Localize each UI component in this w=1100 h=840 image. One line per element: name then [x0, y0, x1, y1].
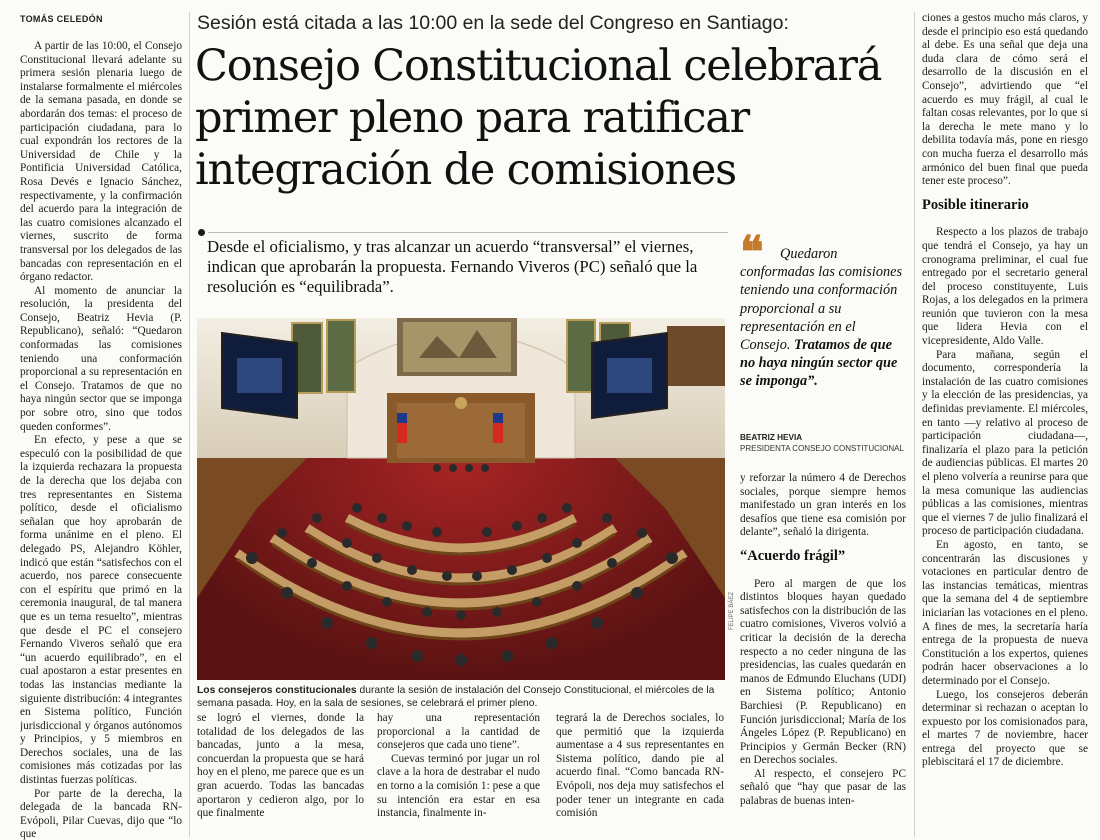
- paragraph: En agosto, en tanto, se concentrarán las discusiones y votaciones en particular dentro de las instancias temáticas, mientras que la semana del 4 de septiembre iniciarían las votaciones en el pleno. A fines de mes, la secretaría haría entrega de la propuesta de nueva Constitución a los expertos, quienes podrán hacer observaciones a lo determinado por el Consejo.: [922, 538, 1088, 687]
- chamber-illustration: [197, 318, 725, 680]
- paragraph: se logró el viernes, donde la totalidad de los delegados de las bancadas, junto a la mesa, concuerdan la propuesta que se hará hoy en el pleno, me parece que es un gran acuerdo. Todas las bancadas aportaron y cedieron algo, por lo que finalmente: [197, 712, 364, 820]
- column-divider: [189, 12, 190, 837]
- headline-line: integración de comisiones: [195, 145, 737, 195]
- paragraph: Cuevas terminó por jugar un rol clave a la hora de destrabar el nudo en torno a la comisión 1: pese a que su intención era estar en esa instancia, finalmente in-: [377, 752, 540, 820]
- paragraph: tegrará la de Derechos sociales, lo que permitió que la izquierda aumentase a 4 sus representantes en Sistema político, dando pie al acuerdo final. “Como bancada RN-Evópoli, nos deja muy satisfechos el poder tener un integrante en cada comisión: [556, 712, 724, 820]
- paragraph: Pero al margen de que los distintos bloques hayan quedado satisfechos con la distribución de las cuatro comisiones, Viveros volvió a criticar la decisión de la derecha respecto a no ceder ninguna de las presidencias, las cuales quedarán en manos de Edmundo Eluchans (UDI) en Sistema político; Antonio Barchiesi (P. Republicano) en Función jurisdiccional; María de los Ángeles López (P. Republicano) en Principios y Germán Becker (RN) en Derechos sociales.: [740, 577, 906, 767]
- paragraph: En efecto, y pese a que se especuló con la posibilidad de que la izquierda rechazara la propuesta de la derecha que los dejaba con tres representantes en Sistema político, desde el oficialismo señalan que hoy aprobarán de forma unánime en el pleno. El delegado PS, Alejandro Köhler, indicó que están “satisfechos con el acuerdo, nos parece consecuente con el espíritu que primó en la ceremonia inaugural, de tal manera que es un tema resuelto”, mientras que desde el PC el consejero Fernando Viveros señaló que era “un acuerdo equilibrado”, en el cual apostaron a estar presentes en todas las instancias mediante la siguiente distribución: 4 integrantes en Sistema político, Función jurisdiccional y órganos autónomos y Principios, y 5 miembros en Derechos sociales, una de las comisiones más cotizadas por las distintas fuerzas políticas.: [20, 434, 182, 787]
- quote-text: Quedaron conformadas las comisiones teniendo una conformación proporcional a su representación en el Consejo.: [740, 246, 903, 354]
- article-column-2: [197, 712, 364, 838]
- kicker: Sesión está citada a las 10:00 en la sede del Congreso en Santiago:: [197, 12, 789, 34]
- paragraph: ciones a gestos mucho más claros, y desde el principio eso está quedando al debe. Es una señal que deja una duda clara de cómo será el desarrollo de la discusión en el Consejo”, advirtiendo que “el acuerdo es muy frágil, al cual le faltan cosas relevantes, por lo que si la derecha le mete mano y lo debilita todavía más, pone en riesgo con mucha fuerza el desarrollo más armónico del buen final que pueda tener este proceso”.: [922, 12, 1088, 188]
- article-column-3: [377, 712, 540, 838]
- article-column-6: [922, 12, 1088, 838]
- bullet-dot: [198, 229, 205, 236]
- byline: TOMÁS CELEDÓN: [20, 14, 103, 24]
- subheading: “Acuerdo frágil”: [740, 547, 846, 564]
- paragraph: Al respecto, el consejero PC señaló que “hay que pasar de las palabras de buenas inten-: [740, 767, 906, 808]
- article-column-4: [556, 712, 724, 838]
- paragraph: y reforzar la número 4 de Derechos sociales, porque siempre hemos manifestado un gran interés en los desafíos que tiene esa comisión por delante”, señaló la dirigenta.: [740, 472, 906, 539]
- paragraph: hay una representación proporcional a la cantidad de consejeros que cada uno tiene”.: [377, 712, 540, 752]
- headline-line: primer pleno para ratificar: [195, 93, 750, 143]
- quote-mark-icon: ❝: [740, 227, 760, 278]
- quote-author-role: PRESIDENTA CONSEJO CONSTITUCIONAL: [740, 444, 904, 453]
- article-column-5: [740, 472, 906, 838]
- paragraph: Respecto a los plazos de trabajo que tendrá el Consejo, ya hay un cronograma preliminar, el cual fue entregado por el secretario general del proceso constituyente, Luis Rojas, a los delegados en la primera reunión que tuvieron con la mesa que lidera Hevia con el vicepresidente, Aldo Valle.: [922, 226, 1088, 348]
- paragraph: Para mañana, según el documento, correspondería la instalación de las cuatro comisiones y la elección de las presidencias, ya definidas previamente. El miércoles, en tanto —y relativo al proceso de participación ciudadana—, finalizaría el plazo para la petición de audiencias públicas. El martes 20 el pleno volvería a reunirse para que la mesa comunique las audiencias públicas a las comisiones, mientras que el viernes 7 de julio finalizará el proceso de participación ciudadana.: [922, 348, 1088, 538]
- photo-caption: [197, 684, 725, 710]
- pull-quote: [740, 245, 905, 391]
- paragraph: Luego, los consejeros deberán determinar si rechazan o aceptan lo expuesto por los comisionados para, el martes 7 de noviembre, hacer entrega del proyecto que se plebiscitará el 17 de diciembre.: [922, 688, 1088, 769]
- headline: [195, 40, 910, 196]
- column-divider: [914, 12, 915, 837]
- subheading: Posible itinerario: [922, 196, 1029, 213]
- quote-text-bold: Tratamos de que no haya ningún sector que se imponga”.: [740, 337, 898, 390]
- deck: Desde el oficialismo, y tras alcanzar un acuerdo “transversal” el viernes, indican que aprobarán la propuesta. Fernando Viveros (PC) señaló que la resolución es “equilibrada”.: [207, 237, 698, 296]
- article-column-1: [20, 40, 182, 840]
- caption-text: durante la sesión de instalación del Consejo Constitucional, el miércoles de la semana pasada. Hoy, en la sala de sesiones, se celebrará el primer pleno.: [197, 685, 715, 709]
- photo-credit: FELIPE BÁEZ: [729, 591, 735, 630]
- paragraph: Al momento de anunciar la resolución, la presidenta del Consejo, Beatriz Hevia (P. Republicano), señaló: “Quedaron conformadas las comisiones teniendo una conformación proporcional a su representación en el Consejo. Tratamos de que no haya ningún sector que se imponga por sobre otro, sino que todos queden conformes”.: [20, 284, 182, 433]
- paragraph: Por parte de la derecha, la delegada de la bancada RN-Evópoli, Pilar Cuevas, dijo que “lo que: [20, 787, 182, 840]
- chamber-photo: [197, 318, 725, 680]
- deck-rule: [208, 232, 728, 233]
- headline-line: Consejo Constitucional celebrará: [195, 41, 882, 91]
- quote-author: BEATRIZ HEVIA: [740, 433, 803, 442]
- caption-lead: Los consejeros constitucionales: [197, 685, 357, 696]
- paragraph: A partir de las 10:00, el Consejo Constitucional llevará adelante su primera sesión plenaria luego de instalarse formalmente el miércoles de la semana pasada, en donde se abordarán dos temas: el proceso de participación ciudadana, para lo cual expondrán los rectores de la Universidad de Chile y la Pontificia Universidad Católica, Rosa Devés e Ignacio Sánchez, respectivamente, y la confirmación del acuerdo para la integración de las cuatro comisiones alcanzado el viernes, suscrito de forma transversal por los delegados de las bancadas con representación en el órgano redactor.: [20, 40, 182, 284]
